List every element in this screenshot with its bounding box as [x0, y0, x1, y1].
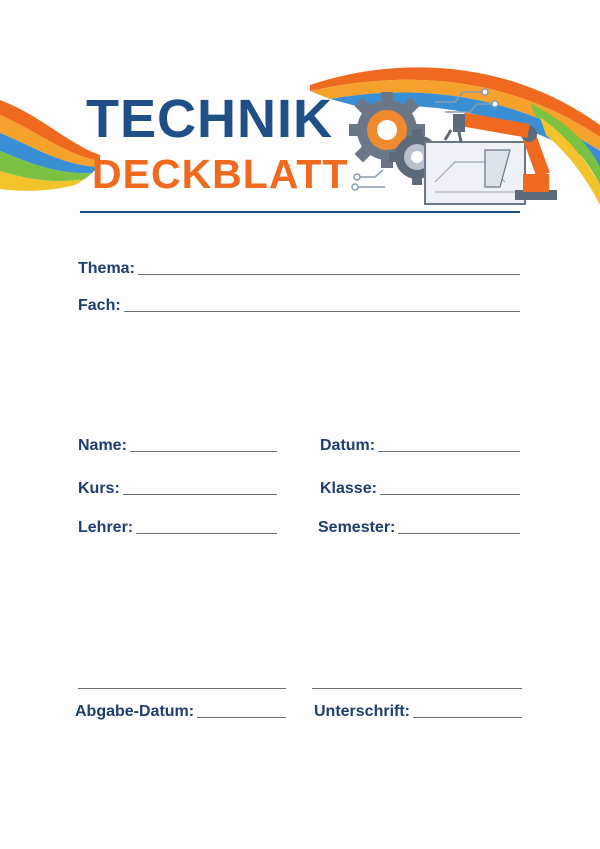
title-deckblatt: DECKBLATT	[92, 151, 349, 197]
kurs-label: Kurs:	[78, 480, 120, 497]
semester-line[interactable]	[398, 532, 520, 534]
semester-field[interactable]	[318, 515, 520, 537]
abgabe-datum-label: Abgabe-Datum:	[75, 703, 195, 720]
blueprint-icon	[425, 142, 525, 204]
lehrer-field[interactable]	[78, 515, 277, 537]
lehrer-line[interactable]	[136, 532, 277, 534]
name-label: Name:	[78, 437, 127, 454]
title-technik: TECHNIK	[86, 89, 333, 149]
header-divider	[80, 211, 520, 213]
kurs-line[interactable]	[123, 493, 277, 495]
klasse-label: Klasse:	[320, 480, 377, 497]
klasse-line[interactable]	[380, 493, 520, 495]
fach-label: Fach:	[78, 297, 121, 314]
abgabe-datum-line[interactable]	[197, 716, 286, 718]
datum-label: Datum:	[320, 437, 376, 454]
fach-field[interactable]	[78, 293, 520, 315]
name-line[interactable]	[130, 450, 277, 452]
abgabe-signature-line[interactable]	[78, 688, 286, 689]
fach-line[interactable]	[124, 310, 520, 312]
unterschrift-signature-line[interactable]	[312, 688, 522, 689]
unterschrift-line[interactable]	[413, 716, 522, 718]
lehrer-label: Lehrer:	[78, 519, 134, 536]
thema-field[interactable]	[78, 256, 520, 278]
name-field[interactable]	[78, 433, 277, 455]
abgabe-datum-field[interactable]	[75, 699, 286, 721]
klasse-field[interactable]	[320, 476, 520, 498]
datum-field[interactable]	[320, 433, 520, 455]
unterschrift-field[interactable]	[314, 699, 522, 721]
thema-label: Thema:	[78, 260, 135, 277]
datum-line[interactable]	[378, 450, 520, 452]
kurs-field[interactable]	[78, 476, 277, 498]
semester-label: Semester:	[318, 519, 396, 536]
thema-line[interactable]	[138, 273, 520, 275]
technik-illustration	[345, 82, 575, 212]
unterschrift-label: Unterschrift:	[314, 703, 411, 720]
